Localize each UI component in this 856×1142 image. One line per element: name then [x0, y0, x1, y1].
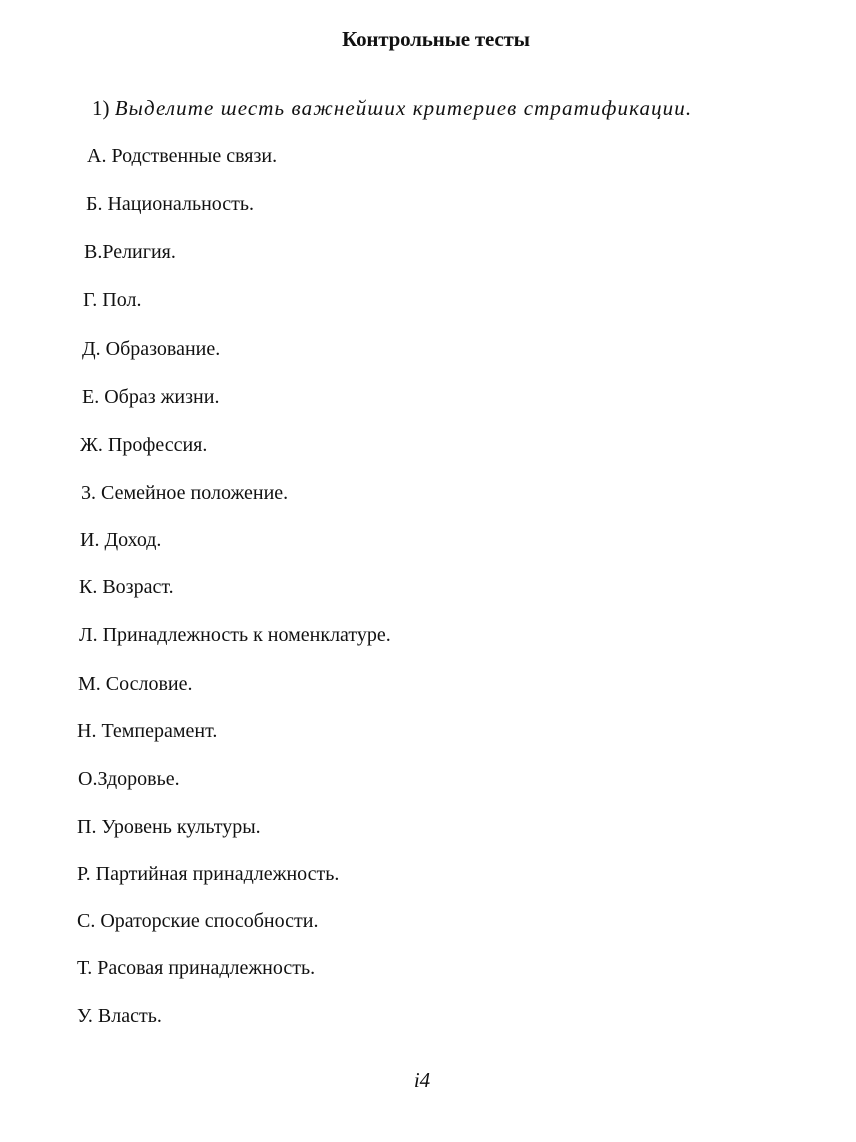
option-item: К. Возраст.	[79, 576, 174, 598]
option-item: М. Сословие.	[78, 673, 193, 695]
page-title: Контрольные тесты	[342, 27, 530, 51]
option-item: Г. Пол.	[83, 289, 142, 311]
option-item: Л. Принадлежность к номенклатуре.	[79, 624, 391, 646]
option-item: А. Родственные связи.	[87, 145, 278, 167]
option-item: Д. Образование.	[82, 338, 221, 360]
option-item: Е. Образ жизни.	[82, 386, 220, 408]
option-item: Н. Темперамент.	[77, 720, 218, 742]
option-item: Р. Партийная принадлежность.	[77, 863, 340, 885]
option-item: Ж. Профессия.	[80, 434, 208, 456]
option-item: В.Религия.	[84, 241, 176, 263]
page-number: i4	[413, 1068, 431, 1092]
option-item: Б. Национальность.	[86, 193, 255, 215]
option-item: 3. Семейное положение.	[81, 482, 289, 504]
option-item: С. Ораторские способности.	[77, 910, 319, 932]
question-text: Выделите шесть важнейших критериев стратификации.	[114, 96, 693, 120]
option-item: У. Власть.	[77, 1005, 162, 1027]
question	[92, 96, 692, 121]
option-item: И. Доход.	[80, 529, 162, 551]
question-number: 1)	[92, 96, 110, 120]
option-item: О.Здоровье.	[78, 768, 180, 790]
option-item: Т. Расовая принадлежность.	[77, 957, 316, 979]
option-item: П. Уровень культуры.	[77, 816, 261, 838]
